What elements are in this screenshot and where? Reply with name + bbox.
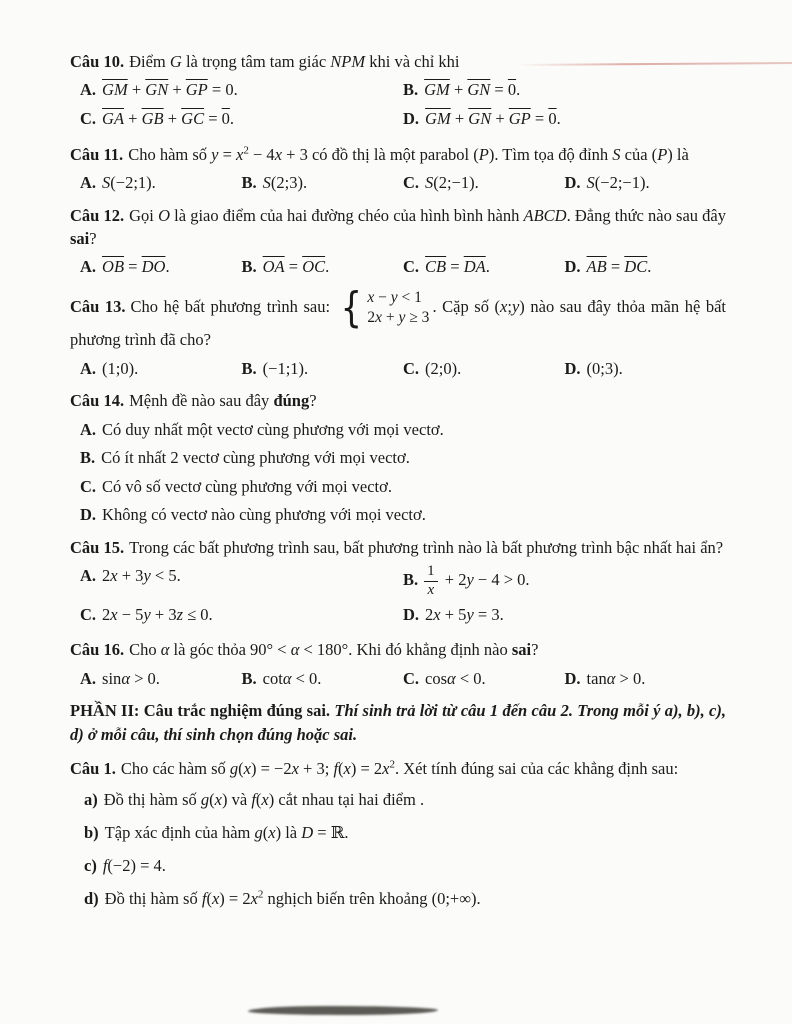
question-text bbox=[70, 204, 726, 251]
option-letter: D. bbox=[564, 668, 581, 688]
statement-text: Đồ thị hàm số $f(x) = 2x^2$ nghịch biến trên khoảng (0;+∞). bbox=[104, 888, 481, 908]
option-C bbox=[403, 666, 565, 692]
question-block bbox=[70, 283, 727, 381]
option-letter: B. bbox=[241, 668, 257, 688]
question-statement: Trong các bất phương trình sau, bất phương trình nào là bất phương trình bậc nhất hai ẩn? bbox=[129, 537, 724, 557]
question-label: Câu 16. bbox=[70, 640, 125, 660]
statement-label: b) bbox=[84, 822, 99, 842]
option-D bbox=[565, 666, 727, 692]
options-group bbox=[70, 666, 726, 692]
option-D bbox=[403, 602, 726, 628]
option-text: S(−2;1). bbox=[102, 172, 156, 192]
statement-d bbox=[84, 887, 726, 910]
option-B bbox=[242, 170, 404, 196]
question-block bbox=[70, 757, 726, 910]
option-text: sinα > 0. bbox=[102, 668, 160, 688]
option-text: 2x + 5y = 3. bbox=[425, 604, 504, 624]
section-header bbox=[70, 699, 726, 747]
option-text: $\overline{CB} = \overline{DA}$. bbox=[425, 257, 490, 277]
option-text: (1;0). bbox=[102, 358, 139, 378]
option-text: Có vô số vectơ cùng phương với mọi vectơ. bbox=[102, 476, 392, 496]
option-text: cotα < 0. bbox=[262, 668, 322, 688]
option-A bbox=[80, 254, 242, 280]
question-text bbox=[70, 389, 726, 412]
question-statement: Mệnh đề nào sau đây đúng? bbox=[129, 391, 317, 411]
option-C bbox=[80, 602, 403, 628]
option-D bbox=[80, 502, 726, 528]
option-letter: C. bbox=[80, 476, 97, 496]
question-label: Câu 11. bbox=[70, 144, 124, 164]
option-D bbox=[565, 170, 727, 196]
question-block bbox=[70, 204, 726, 280]
statement-label: d) bbox=[84, 888, 99, 908]
option-B bbox=[242, 666, 404, 692]
question-statement: Điểm G là trọng tâm tam giác NPM khi và chỉ khi bbox=[129, 52, 460, 71]
options-group bbox=[70, 356, 726, 382]
question-label: Câu 12. bbox=[70, 205, 125, 225]
question-block bbox=[70, 389, 726, 528]
option-A bbox=[80, 356, 242, 382]
option-text: (0;3). bbox=[586, 358, 623, 378]
scan-artifact-smudge bbox=[248, 1006, 438, 1015]
option-text: Có ít nhất 2 vectơ cùng phương với mọi vectơ. bbox=[101, 448, 410, 468]
option-A bbox=[80, 563, 403, 599]
option-letter: A. bbox=[80, 668, 97, 688]
question-text bbox=[70, 143, 726, 166]
option-A bbox=[80, 417, 726, 443]
question-statement: Cho các hàm số g(x) = −2x + 3; $f(x) = 2x^2$. Xét tính đúng sai của các khẳng định sau: bbox=[120, 758, 679, 779]
statement-label: a) bbox=[84, 789, 98, 809]
options-group bbox=[70, 417, 726, 528]
option-letter: C. bbox=[403, 172, 420, 192]
statement-c bbox=[84, 854, 726, 877]
question-label: Câu 10. bbox=[70, 52, 125, 71]
option-letter: C. bbox=[80, 108, 97, 128]
option-C bbox=[403, 254, 565, 280]
option-letter: B. bbox=[80, 448, 96, 468]
question-text bbox=[70, 50, 726, 73]
option-letter: D. bbox=[80, 505, 97, 525]
statement-label: c) bbox=[84, 855, 97, 875]
question-block bbox=[70, 638, 726, 691]
option-letter: C. bbox=[403, 358, 420, 378]
options-group bbox=[70, 563, 726, 630]
option-text: $\overline{GM} + \overline{GN} + \overline{GP} = 0$. bbox=[102, 80, 238, 100]
option-B bbox=[403, 563, 726, 599]
option-letter: C. bbox=[403, 257, 420, 277]
option-A bbox=[80, 666, 242, 692]
option-B bbox=[242, 254, 404, 280]
question-text bbox=[70, 757, 726, 780]
option-letter: A. bbox=[80, 566, 97, 586]
question-statement: Cho hệ bất phương trình sau: { x − y < 1 2x + y ≥ 3 . Cặp số (x;y) nào sau đây thỏa mãn hệ bất phương trình đã cho? bbox=[70, 283, 727, 350]
question-text bbox=[70, 283, 727, 352]
option-text: tanα > 0. bbox=[586, 668, 646, 688]
option-text: Không có vectơ nào cùng phương với mọi vectơ. bbox=[102, 505, 426, 525]
option-letter: B. bbox=[241, 172, 257, 192]
option-letter: D. bbox=[403, 108, 420, 128]
option-letter: B. bbox=[403, 80, 419, 100]
option-letter: A. bbox=[80, 257, 97, 277]
option-text: 2x − 5y + 3z ≤ 0. bbox=[102, 604, 213, 624]
option-letter: D. bbox=[564, 172, 581, 192]
option-text: Có duy nhất một vectơ cùng phương với mọi vectơ. bbox=[102, 419, 444, 439]
option-letter: A. bbox=[80, 172, 97, 192]
options-group bbox=[70, 77, 726, 134]
option-text: $\overline{GA} + \overline{GB} + \overline{GC} = 0$. bbox=[102, 108, 235, 128]
document-body bbox=[70, 50, 726, 910]
section-instructions: Thí sinh trả lời từ câu 1 đến câu 2. Trong mỗi ý a), b), c), d) ở mỗi câu, thí sinh chọn đúng hoặc sai. bbox=[70, 701, 727, 745]
option-C bbox=[80, 474, 726, 500]
option-C bbox=[403, 356, 565, 382]
question-text bbox=[70, 638, 726, 661]
question-block bbox=[70, 536, 726, 630]
statement-text: Tập xác định của hàm g(x) là D = ℝ. bbox=[104, 822, 349, 842]
question-statement: Cho α là góc thỏa 90° < α < 180°. Khi đó khẳng định nào sai? bbox=[129, 640, 539, 660]
question-statement: Gọi O là giao điểm của hai đường chéo của hình bình hành ABCD. Đẳng thức nào sau đây sai? bbox=[70, 205, 727, 248]
option-A bbox=[80, 170, 242, 196]
statement-text: Đồ thị hàm số g(x) và f(x) cắt nhau tại hai điểm . bbox=[103, 789, 425, 809]
option-letter: C. bbox=[80, 604, 97, 624]
option-text: cosα < 0. bbox=[425, 668, 486, 688]
option-letter: A. bbox=[80, 358, 97, 378]
option-letter: C. bbox=[403, 668, 420, 688]
option-text: $\overline{GM} + \overline{GN} + \overline{GP} = 0$. bbox=[425, 108, 561, 128]
question-text bbox=[70, 536, 726, 559]
option-D bbox=[565, 356, 727, 382]
option-text: $\overline{GM} + \overline{GN} = 0$. bbox=[424, 80, 521, 100]
option-D bbox=[403, 106, 726, 132]
option-letter: B. bbox=[403, 569, 419, 589]
option-letter: B. bbox=[241, 358, 257, 378]
question-label: Câu 14. bbox=[70, 391, 125, 411]
question-label: Câu 13. bbox=[70, 296, 126, 316]
statement-list bbox=[70, 788, 726, 910]
option-letter: A. bbox=[80, 80, 97, 100]
option-text: $\overline{AB} = \overline{DC}$. bbox=[586, 257, 652, 277]
option-text: S(2;−1). bbox=[425, 172, 479, 192]
option-letter: D. bbox=[403, 604, 420, 624]
option-text: 2x + 3y < 5. bbox=[102, 566, 181, 586]
option-B bbox=[242, 356, 404, 382]
option-D bbox=[565, 254, 727, 280]
option-B bbox=[80, 445, 726, 471]
question-statement: Cho hàm số $y = x^2 - 4x + 3$ có đồ thị là một parabol (P). Tìm tọa độ đỉnh S của (P) là bbox=[128, 144, 689, 164]
option-text: S(−2;−1). bbox=[586, 172, 650, 192]
question-label: Câu 1. bbox=[70, 759, 116, 779]
option-text: $\overline{OA} = \overline{OC}$. bbox=[262, 257, 330, 277]
question-label: Câu 15. bbox=[70, 537, 125, 557]
option-text: S(2;3). bbox=[262, 172, 308, 192]
option-A bbox=[80, 77, 403, 103]
option-C bbox=[80, 106, 403, 132]
options-group bbox=[70, 254, 726, 280]
option-C bbox=[403, 170, 565, 196]
option-text: (2;0). bbox=[425, 358, 462, 378]
option-letter: A. bbox=[80, 419, 97, 439]
option-letter: D. bbox=[564, 358, 581, 378]
section-title: PHẦN II: Câu trắc nghiệm đúng sai. bbox=[70, 701, 331, 721]
option-B bbox=[403, 77, 726, 103]
options-group bbox=[70, 170, 726, 196]
option-letter: B. bbox=[241, 257, 257, 277]
option-text: $\frac{1}{x}$ + 2y − 4 > 0. bbox=[424, 570, 529, 589]
statement-b bbox=[84, 821, 726, 844]
option-text: (−1;1). bbox=[262, 358, 309, 378]
statement-text: f(−2) = 4. bbox=[102, 855, 166, 875]
question-block bbox=[70, 143, 726, 196]
option-text: $\overline{OB} = \overline{DO}$. bbox=[102, 257, 170, 277]
statement-a bbox=[84, 788, 726, 811]
option-letter: D. bbox=[564, 257, 581, 277]
